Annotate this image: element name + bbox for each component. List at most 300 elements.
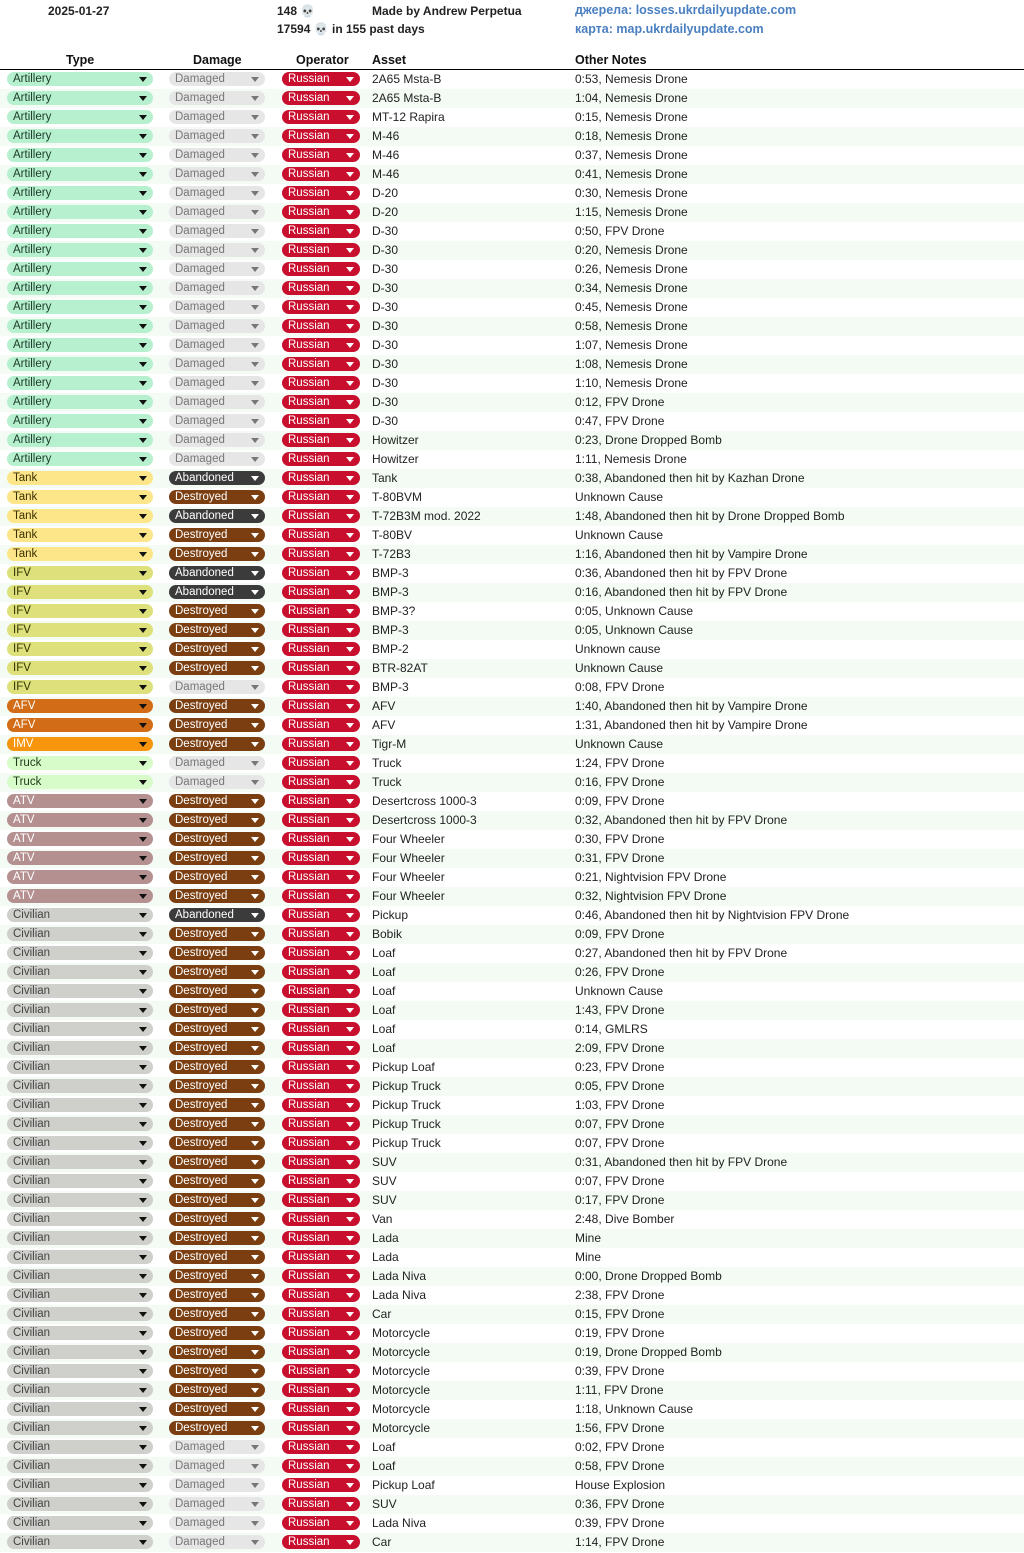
type-dropdown[interactable] — [7, 1478, 153, 1492]
damage-dropdown[interactable] — [169, 1364, 265, 1378]
type-dropdown[interactable] — [7, 528, 153, 542]
type-dropdown[interactable] — [7, 794, 153, 808]
damage-dropdown[interactable] — [169, 1174, 265, 1188]
type-dropdown[interactable] — [7, 756, 153, 770]
damage-dropdown[interactable] — [169, 433, 265, 447]
operator-dropdown[interactable] — [282, 376, 360, 390]
type-dropdown[interactable] — [7, 889, 153, 903]
damage-dropdown-label: Destroyed — [175, 1118, 228, 1130]
type-dropdown[interactable] — [7, 1383, 153, 1397]
type-dropdown[interactable] — [7, 72, 153, 86]
table-row — [0, 1172, 1024, 1191]
operator-dropdown[interactable] — [282, 984, 360, 998]
operator-dropdown[interactable] — [282, 433, 360, 447]
damage-dropdown[interactable] — [169, 1212, 265, 1226]
chevron-down-icon — [251, 229, 259, 234]
operator-dropdown[interactable] — [282, 243, 360, 257]
damage-dropdown[interactable] — [169, 1497, 265, 1511]
map-link[interactable]: карта: map.ukrdailyupdate.com — [575, 22, 764, 36]
notes-cell: 1:15, Nemesis Drone — [575, 205, 688, 219]
operator-dropdown[interactable] — [282, 946, 360, 960]
type-dropdown[interactable] — [7, 1402, 153, 1416]
type-dropdown[interactable] — [7, 262, 153, 276]
table-row — [0, 773, 1024, 792]
notes-cell: 0:31, FPV Drone — [575, 851, 665, 865]
damage-dropdown[interactable] — [169, 927, 265, 941]
operator-dropdown[interactable] — [282, 1155, 360, 1169]
damage-dropdown[interactable] — [169, 281, 265, 295]
damage-dropdown[interactable] — [169, 395, 265, 409]
operator-dropdown[interactable] — [282, 148, 360, 162]
operator-dropdown[interactable] — [282, 1003, 360, 1017]
operator-dropdown[interactable] — [282, 1364, 360, 1378]
operator-dropdown[interactable] — [282, 1022, 360, 1036]
operator-dropdown[interactable] — [282, 338, 360, 352]
type-dropdown[interactable] — [7, 167, 153, 181]
chevron-down-icon — [346, 1312, 354, 1317]
damage-dropdown[interactable] — [169, 946, 265, 960]
type-dropdown[interactable] — [7, 1022, 153, 1036]
type-dropdown[interactable] — [7, 91, 153, 105]
chevron-down-icon — [251, 951, 259, 956]
operator-dropdown[interactable] — [282, 1459, 360, 1473]
operator-dropdown[interactable] — [282, 756, 360, 770]
operator-dropdown[interactable] — [282, 1041, 360, 1055]
operator-dropdown[interactable] — [282, 1535, 360, 1549]
chevron-down-icon — [346, 780, 354, 785]
type-dropdown[interactable] — [7, 965, 153, 979]
damage-dropdown[interactable] — [169, 300, 265, 314]
operator-dropdown[interactable] — [282, 167, 360, 181]
damage-dropdown[interactable] — [169, 205, 265, 219]
type-dropdown[interactable] — [7, 357, 153, 371]
damage-dropdown[interactable] — [169, 262, 265, 276]
chevron-down-icon — [139, 400, 147, 405]
type-dropdown[interactable] — [7, 395, 153, 409]
damage-dropdown[interactable] — [169, 870, 265, 884]
type-dropdown[interactable] — [7, 414, 153, 428]
damage-dropdown[interactable] — [169, 908, 265, 922]
damage-dropdown[interactable] — [169, 1345, 265, 1359]
operator-dropdown[interactable] — [282, 642, 360, 656]
operator-dropdown[interactable] — [282, 1497, 360, 1511]
sources-link[interactable]: джерела: losses.ukrdailyupdate.com — [575, 3, 797, 17]
type-dropdown[interactable] — [7, 148, 153, 162]
damage-dropdown[interactable] — [169, 832, 265, 846]
asset-cell: Loaf — [372, 965, 396, 979]
damage-dropdown[interactable] — [169, 376, 265, 390]
damage-dropdown-label: Destroyed — [175, 1327, 228, 1339]
operator-dropdown[interactable] — [282, 832, 360, 846]
type-dropdown-label: Artillery — [13, 377, 52, 389]
damage-dropdown[interactable] — [169, 737, 265, 751]
damage-dropdown[interactable] — [169, 452, 265, 466]
chevron-down-icon — [139, 115, 147, 120]
chevron-down-icon — [139, 495, 147, 500]
operator-dropdown[interactable] — [282, 889, 360, 903]
type-dropdown[interactable] — [7, 1269, 153, 1283]
damage-dropdown[interactable] — [169, 1079, 265, 1093]
type-dropdown[interactable] — [7, 1364, 153, 1378]
operator-dropdown[interactable] — [282, 1402, 360, 1416]
operator-dropdown-label: Russian — [288, 1175, 330, 1187]
operator-dropdown[interactable] — [282, 509, 360, 523]
type-dropdown[interactable] — [7, 1193, 153, 1207]
damage-dropdown-label: Destroyed — [175, 605, 228, 617]
damage-dropdown[interactable] — [169, 1098, 265, 1112]
type-dropdown[interactable] — [7, 490, 153, 504]
operator-dropdown[interactable] — [282, 775, 360, 789]
damage-dropdown[interactable] — [169, 186, 265, 200]
damage-dropdown[interactable] — [169, 547, 265, 561]
notes-cell: 0:26, Nemesis Drone — [575, 262, 688, 276]
damage-dropdown[interactable] — [169, 775, 265, 789]
type-dropdown[interactable] — [7, 1307, 153, 1321]
operator-dropdown[interactable] — [282, 528, 360, 542]
chevron-down-icon — [139, 343, 147, 348]
type-dropdown[interactable] — [7, 1003, 153, 1017]
notes-cell: 0:47, FPV Drone — [575, 414, 665, 428]
damage-dropdown[interactable] — [169, 1478, 265, 1492]
damage-dropdown[interactable] — [169, 129, 265, 143]
damage-dropdown[interactable] — [169, 1402, 265, 1416]
damage-dropdown[interactable] — [169, 91, 265, 105]
operator-dropdown[interactable] — [282, 870, 360, 884]
operator-dropdown[interactable] — [282, 1193, 360, 1207]
damage-dropdown[interactable] — [169, 414, 265, 428]
operator-dropdown[interactable] — [282, 566, 360, 580]
damage-dropdown[interactable] — [169, 889, 265, 903]
asset-cell: Loaf — [372, 1003, 396, 1017]
damage-dropdown[interactable] — [169, 1269, 265, 1283]
operator-dropdown[interactable] — [282, 1288, 360, 1302]
damage-dropdown[interactable] — [169, 110, 265, 124]
operator-dropdown[interactable] — [282, 604, 360, 618]
type-dropdown-label: Artillery — [13, 187, 52, 199]
type-dropdown[interactable] — [7, 1421, 153, 1435]
type-dropdown[interactable] — [7, 433, 153, 447]
chevron-down-icon — [139, 1331, 147, 1336]
damage-dropdown[interactable] — [169, 338, 265, 352]
type-dropdown[interactable] — [7, 1041, 153, 1055]
damage-dropdown[interactable] — [169, 509, 265, 523]
type-dropdown[interactable] — [7, 680, 153, 694]
asset-cell: Motorcycle — [372, 1383, 431, 1397]
type-dropdown[interactable] — [7, 1117, 153, 1131]
damage-dropdown[interactable] — [169, 528, 265, 542]
type-dropdown[interactable] — [7, 737, 153, 751]
damage-dropdown[interactable] — [169, 1516, 265, 1530]
type-dropdown[interactable] — [7, 661, 153, 675]
table-row — [0, 792, 1024, 811]
operator-dropdown[interactable] — [282, 794, 360, 808]
operator-dropdown[interactable] — [282, 224, 360, 238]
damage-dropdown[interactable] — [169, 794, 265, 808]
type-dropdown[interactable] — [7, 946, 153, 960]
type-dropdown[interactable] — [7, 1345, 153, 1359]
operator-dropdown[interactable] — [282, 1231, 360, 1245]
damage-dropdown[interactable] — [169, 167, 265, 181]
operator-dropdown[interactable] — [282, 1079, 360, 1093]
operator-dropdown[interactable] — [282, 699, 360, 713]
damage-dropdown[interactable] — [169, 1440, 265, 1454]
operator-dropdown[interactable] — [282, 1345, 360, 1359]
chevron-down-icon — [346, 1502, 354, 1507]
table-row — [0, 564, 1024, 583]
type-dropdown[interactable] — [7, 718, 153, 732]
asset-cell: Howitzer — [372, 452, 419, 466]
damage-dropdown[interactable] — [169, 1231, 265, 1245]
type-dropdown[interactable] — [7, 1326, 153, 1340]
damage-dropdown-label: Damaged — [175, 168, 225, 180]
table-row — [0, 887, 1024, 906]
type-dropdown[interactable] — [7, 775, 153, 789]
operator-dropdown[interactable] — [282, 585, 360, 599]
operator-dropdown[interactable] — [282, 1060, 360, 1074]
operator-dropdown[interactable] — [282, 1516, 360, 1530]
chevron-down-icon — [139, 191, 147, 196]
damage-dropdown[interactable] — [169, 851, 265, 865]
damage-dropdown[interactable] — [169, 357, 265, 371]
type-dropdown[interactable] — [7, 1440, 153, 1454]
damage-dropdown[interactable] — [169, 1250, 265, 1264]
damage-dropdown[interactable] — [169, 1022, 265, 1036]
type-dropdown[interactable] — [7, 1136, 153, 1150]
chevron-down-icon — [251, 191, 259, 196]
type-dropdown[interactable] — [7, 927, 153, 941]
operator-dropdown[interactable] — [282, 965, 360, 979]
operator-dropdown[interactable] — [282, 471, 360, 485]
type-dropdown[interactable] — [7, 851, 153, 865]
type-dropdown[interactable] — [7, 832, 153, 846]
chevron-down-icon — [346, 191, 354, 196]
type-dropdown[interactable] — [7, 186, 153, 200]
damage-dropdown[interactable] — [169, 718, 265, 732]
chevron-down-icon — [251, 400, 259, 405]
damage-dropdown[interactable] — [169, 243, 265, 257]
damage-dropdown[interactable] — [169, 965, 265, 979]
operator-dropdown[interactable] — [282, 661, 360, 675]
damage-dropdown[interactable] — [169, 1421, 265, 1435]
chevron-down-icon — [139, 932, 147, 937]
damage-dropdown[interactable] — [169, 1383, 265, 1397]
operator-dropdown[interactable] — [282, 908, 360, 922]
operator-dropdown[interactable] — [282, 623, 360, 637]
asset-cell: D-30 — [372, 319, 399, 333]
damage-dropdown[interactable] — [169, 471, 265, 485]
operator-dropdown[interactable] — [282, 1098, 360, 1112]
type-dropdown-label: Civilian — [13, 1441, 51, 1453]
operator-dropdown-label: Russian — [288, 320, 330, 332]
table-row — [0, 146, 1024, 165]
type-dropdown[interactable] — [7, 452, 153, 466]
notes-cell: 0:20, Nemesis Drone — [575, 243, 688, 257]
damage-dropdown[interactable] — [169, 566, 265, 580]
damage-dropdown[interactable] — [169, 756, 265, 770]
type-dropdown[interactable] — [7, 129, 153, 143]
damage-dropdown[interactable] — [169, 642, 265, 656]
damage-dropdown[interactable] — [169, 813, 265, 827]
operator-dropdown[interactable] — [282, 737, 360, 751]
type-dropdown[interactable] — [7, 205, 153, 219]
damage-dropdown[interactable] — [169, 490, 265, 504]
operator-dropdown[interactable] — [282, 414, 360, 428]
damage-dropdown[interactable] — [169, 1041, 265, 1055]
operator-dropdown[interactable] — [282, 281, 360, 295]
notes-cell: 1:24, FPV Drone — [575, 756, 665, 770]
type-dropdown[interactable] — [7, 300, 153, 314]
type-dropdown[interactable] — [7, 243, 153, 257]
operator-dropdown[interactable] — [282, 490, 360, 504]
operator-dropdown[interactable] — [282, 186, 360, 200]
operator-dropdown[interactable] — [282, 205, 360, 219]
damage-dropdown[interactable] — [169, 661, 265, 675]
operator-dropdown[interactable] — [282, 1174, 360, 1188]
type-dropdown[interactable] — [7, 1079, 153, 1093]
type-dropdown[interactable] — [7, 110, 153, 124]
operator-dropdown[interactable] — [282, 452, 360, 466]
asset-cell: 2A65 Msta-B — [372, 72, 442, 86]
chevron-down-icon — [139, 742, 147, 747]
operator-dropdown[interactable] — [282, 813, 360, 827]
type-dropdown[interactable] — [7, 984, 153, 998]
chevron-down-icon — [251, 1027, 259, 1032]
damage-dropdown[interactable] — [169, 1136, 265, 1150]
type-dropdown[interactable] — [7, 1516, 153, 1530]
operator-dropdown[interactable] — [282, 1136, 360, 1150]
operator-dropdown[interactable] — [282, 718, 360, 732]
operator-dropdown[interactable] — [282, 547, 360, 561]
operator-dropdown[interactable] — [282, 1307, 360, 1321]
type-dropdown[interactable] — [7, 1212, 153, 1226]
damage-dropdown[interactable] — [169, 585, 265, 599]
damage-dropdown[interactable] — [169, 680, 265, 694]
damage-dropdown[interactable] — [169, 1060, 265, 1074]
operator-dropdown[interactable] — [282, 1440, 360, 1454]
operator-dropdown[interactable] — [282, 395, 360, 409]
damage-dropdown[interactable] — [169, 1155, 265, 1169]
chevron-down-icon — [346, 153, 354, 158]
damage-dropdown[interactable] — [169, 984, 265, 998]
table-row — [0, 1096, 1024, 1115]
operator-dropdown[interactable] — [282, 1478, 360, 1492]
damage-dropdown[interactable] — [169, 1535, 265, 1549]
asset-cell: Pickup Truck — [372, 1136, 441, 1150]
operator-dropdown[interactable] — [282, 129, 360, 143]
type-dropdown-label: Tank — [13, 510, 38, 522]
type-dropdown[interactable] — [7, 376, 153, 390]
notes-cell: 0:02, FPV Drone — [575, 1440, 665, 1454]
type-dropdown[interactable] — [7, 1174, 153, 1188]
chevron-down-icon — [346, 1198, 354, 1203]
notes-cell: 0:50, FPV Drone — [575, 224, 665, 238]
damage-dropdown[interactable] — [169, 319, 265, 333]
chevron-down-icon — [346, 1426, 354, 1431]
damage-dropdown[interactable] — [169, 699, 265, 713]
operator-dropdown[interactable] — [282, 1383, 360, 1397]
type-dropdown[interactable] — [7, 281, 153, 295]
type-dropdown[interactable] — [7, 1060, 153, 1074]
type-dropdown[interactable] — [7, 699, 153, 713]
type-dropdown[interactable] — [7, 585, 153, 599]
type-dropdown[interactable] — [7, 1098, 153, 1112]
type-dropdown[interactable] — [7, 813, 153, 827]
damage-dropdown[interactable] — [169, 72, 265, 86]
operator-dropdown-label: Russian — [288, 1403, 330, 1415]
damage-dropdown[interactable] — [169, 604, 265, 618]
operator-dropdown[interactable] — [282, 300, 360, 314]
chevron-down-icon — [346, 96, 354, 101]
operator-dropdown[interactable] — [282, 680, 360, 694]
notes-cell: 0:21, Nightvision FPV Drone — [575, 870, 727, 884]
type-dropdown[interactable] — [7, 509, 153, 523]
chevron-down-icon — [139, 818, 147, 823]
operator-dropdown[interactable] — [282, 72, 360, 86]
type-dropdown[interactable] — [7, 1535, 153, 1549]
damage-dropdown-label: Damaged — [175, 1479, 225, 1491]
operator-dropdown[interactable] — [282, 1250, 360, 1264]
type-dropdown[interactable] — [7, 224, 153, 238]
operator-dropdown[interactable] — [282, 1421, 360, 1435]
type-dropdown[interactable] — [7, 566, 153, 580]
operator-dropdown[interactable] — [282, 927, 360, 941]
operator-dropdown[interactable] — [282, 357, 360, 371]
operator-dropdown[interactable] — [282, 1117, 360, 1131]
type-dropdown[interactable] — [7, 870, 153, 884]
chevron-down-icon — [139, 324, 147, 329]
type-dropdown[interactable] — [7, 338, 153, 352]
operator-dropdown[interactable] — [282, 851, 360, 865]
damage-dropdown[interactable] — [169, 1459, 265, 1473]
type-dropdown[interactable] — [7, 604, 153, 618]
damage-dropdown[interactable] — [169, 1288, 265, 1302]
type-dropdown[interactable] — [7, 1155, 153, 1169]
damage-dropdown[interactable] — [169, 224, 265, 238]
chevron-down-icon — [346, 1084, 354, 1089]
type-dropdown[interactable] — [7, 1250, 153, 1264]
type-dropdown[interactable] — [7, 623, 153, 637]
operator-dropdown-label: Russian — [288, 263, 330, 275]
operator-dropdown[interactable] — [282, 91, 360, 105]
table-row — [0, 1362, 1024, 1381]
damage-dropdown[interactable] — [169, 148, 265, 162]
type-dropdown[interactable] — [7, 1459, 153, 1473]
chevron-down-icon — [251, 1293, 259, 1298]
type-dropdown-label: Civilian — [13, 1460, 51, 1472]
type-dropdown[interactable] — [7, 1231, 153, 1245]
type-dropdown[interactable] — [7, 908, 153, 922]
damage-dropdown[interactable] — [169, 1117, 265, 1131]
damage-dropdown[interactable] — [169, 623, 265, 637]
operator-dropdown[interactable] — [282, 1326, 360, 1340]
damage-dropdown[interactable] — [169, 1307, 265, 1321]
type-dropdown[interactable] — [7, 1497, 153, 1511]
operator-dropdown[interactable] — [282, 1212, 360, 1226]
operator-dropdown[interactable] — [282, 319, 360, 333]
chevron-down-icon — [139, 77, 147, 82]
damage-dropdown[interactable] — [169, 1193, 265, 1207]
damage-dropdown[interactable] — [169, 1326, 265, 1340]
type-dropdown[interactable] — [7, 642, 153, 656]
operator-dropdown[interactable] — [282, 1269, 360, 1283]
type-dropdown[interactable] — [7, 547, 153, 561]
operator-dropdown[interactable] — [282, 110, 360, 124]
type-dropdown[interactable] — [7, 471, 153, 485]
type-dropdown[interactable] — [7, 319, 153, 333]
damage-dropdown[interactable] — [169, 1003, 265, 1017]
type-dropdown[interactable] — [7, 1288, 153, 1302]
operator-dropdown[interactable] — [282, 262, 360, 276]
